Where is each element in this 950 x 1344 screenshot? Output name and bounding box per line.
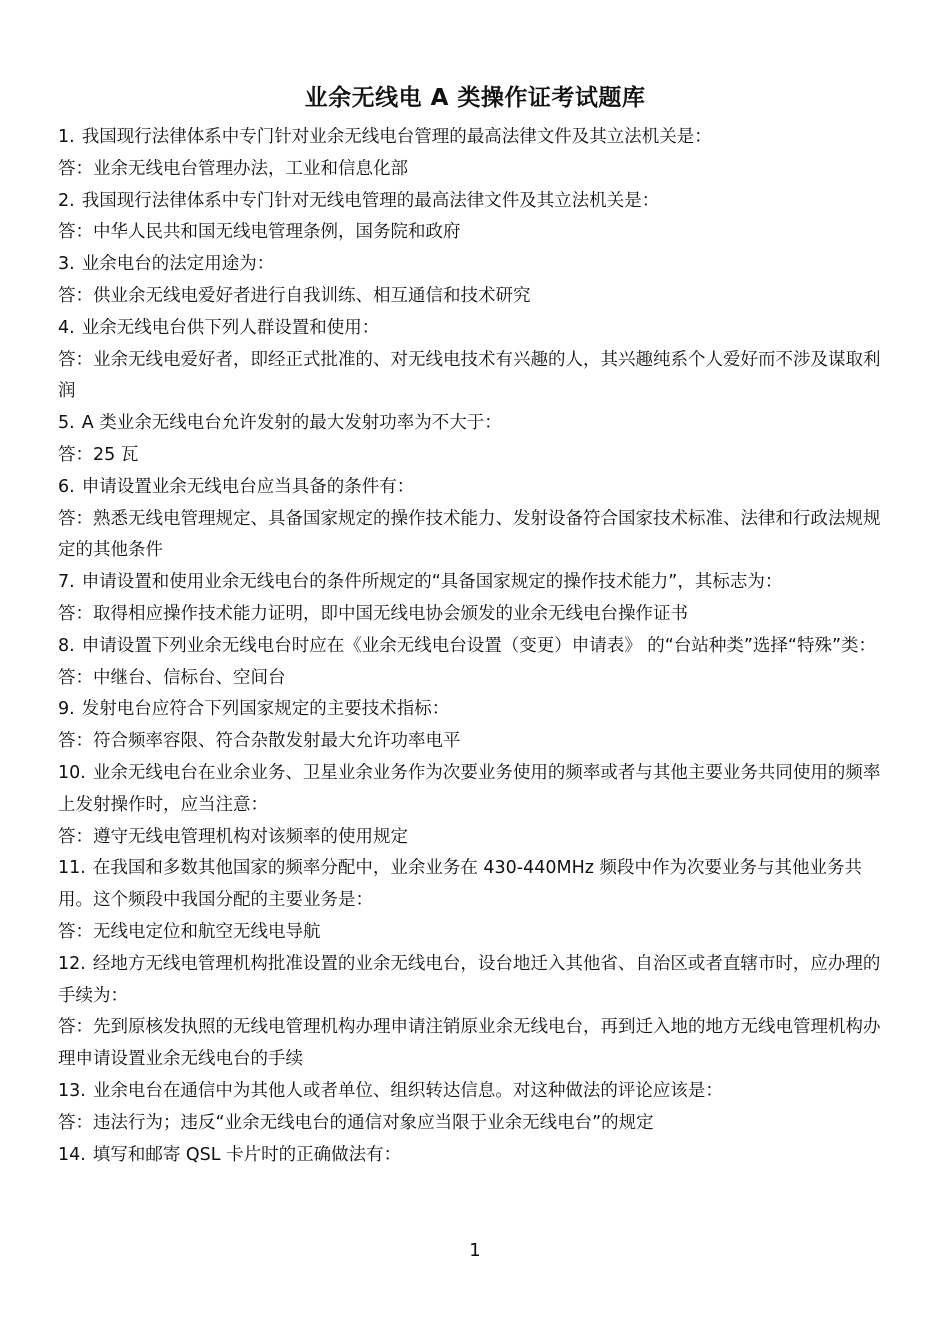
question-number: 1. <box>58 127 75 147</box>
question-2 <box>58 186 896 218</box>
question-text: 业余无线电台在业余业务、卫星业余业务作为次要业务使用的频率或者与其他主要业务共同使用的频率上发射操作时，应当注意： <box>58 762 881 815</box>
question-text: 业余电台在通信中为其他人或者单位、组织转达信息。对这种做法的评论应该是： <box>92 1080 723 1101</box>
answer-3: 答：供业余无线电爱好者进行自我训练、相互通信和技术研究 <box>58 285 531 306</box>
question-text: 填写和邮寄 QSL 卡片时的正确做法有： <box>92 1144 402 1165</box>
question-5 <box>58 408 896 440</box>
question-number: 8. <box>58 635 75 656</box>
question-text: 申请设置下列业余无线电台时应在《业余无线电台设置（变更）申请表》 的“台站种类”选择“特殊”类： <box>81 635 877 656</box>
question-9 <box>58 694 896 726</box>
page-number: 1 <box>469 1240 481 1261</box>
answer-4: 答：业余无线电爱好者，即经正式批准的、对无线电技术有兴趣的人，其兴趣纯系个人爱好而不涉及谋取利润 <box>58 349 881 402</box>
question-list <box>58 122 896 1171</box>
answer-8: 答：中继台、信标台、空间台 <box>58 667 286 688</box>
question-13 <box>58 1076 896 1108</box>
answer-10: 答：遵守无线电管理机构对该频率的使用规定 <box>58 826 408 847</box>
answer-12: 答：先到原核发执照的无线电管理机构办理申请注销原业余无线电台，再到迁入地的地方无线电管理机构办理申请设置业余无线电台的手续 <box>58 1017 881 1070</box>
answer-6: 答：熟悉无线电管理规定、具备国家规定的操作技术能力、发射设备符合国家技术标准、法律和行政法规规定的其他条件 <box>58 508 881 561</box>
question-text: 在我国和多数其他国家的频率分配中，业余业务在 430-440MHz 频段中作为次要业务与其他业务共用。这个频段中我国分配的主要业务是： <box>58 858 863 911</box>
question-number: 13. <box>58 1080 86 1101</box>
question-number: 9. <box>58 699 75 720</box>
question-text: A 类业余无线电台允许发射的最大发射功率为不大于： <box>81 413 502 434</box>
question-11 <box>58 853 896 917</box>
question-4 <box>58 313 896 345</box>
question-number: 2. <box>58 190 75 211</box>
question-6 <box>58 472 896 504</box>
question-8 <box>58 631 896 663</box>
question-number: 10. <box>58 762 86 783</box>
page-title: 业余无线电 A 类操作证考试题库 <box>304 85 646 111</box>
answer-9: 答：符合频率容限、符合杂散发射最大允许功率电平 <box>58 731 461 752</box>
answer-7: 答：取得相应操作技术能力证明，即中国无线电协会颁发的业余无线电台操作证书 <box>58 603 688 624</box>
answer-11: 答：无线电定位和航空无线电导航 <box>58 921 321 942</box>
question-text: 业余电台的法定用途为： <box>81 254 275 275</box>
question-text: 申请设置业余无线电台应当具备的条件有： <box>81 476 415 497</box>
question-text: 我国现行法律体系中专门针对业余无线电台管理的最高法律文件及其立法机关是： <box>81 127 712 147</box>
question-12 <box>58 949 896 1013</box>
question-7 <box>58 567 896 599</box>
question-10 <box>58 758 896 822</box>
answer-2: 答：中华人民共和国无线电管理条例，国务院和政府 <box>58 222 461 243</box>
question-number: 12. <box>58 953 86 974</box>
question-number: 6. <box>58 476 75 497</box>
question-number: 11. <box>58 858 86 879</box>
question-number: 7. <box>58 572 75 593</box>
answer-1: 答：业余无线电台管理办法，工业和信息化部 <box>58 158 408 179</box>
question-number: 5. <box>58 413 75 434</box>
question-text: 申请设置和使用业余无线电台的条件所规定的“具备国家规定的操作技术能力”，其标志为： <box>81 572 783 593</box>
answer-5: 答：25 瓦 <box>58 444 139 465</box>
question-number: 4. <box>58 317 75 338</box>
question-14 <box>58 1140 896 1172</box>
question-text: 我国现行法律体系中专门针对无线电管理的最高法律文件及其立法机关是： <box>81 190 660 211</box>
question-text: 发射电台应符合下列国家规定的主要技术指标： <box>81 699 450 720</box>
question-number: 14. <box>58 1144 86 1165</box>
question-text: 经地方无线电管理机构批准设置的业余无线电台，设台地迁入其他省、自治区或者直辖市时，应办理的手续为： <box>58 953 881 1006</box>
answer-13: 答：违法行为；违反“业余无线电台的通信对象应当限于业余无线电台”的规定 <box>58 1112 654 1133</box>
question-3 <box>58 249 896 281</box>
question-1 <box>58 122 896 154</box>
question-text: 业余无线电台供下列人群设置和使用： <box>81 317 380 338</box>
question-number: 3. <box>58 254 75 275</box>
